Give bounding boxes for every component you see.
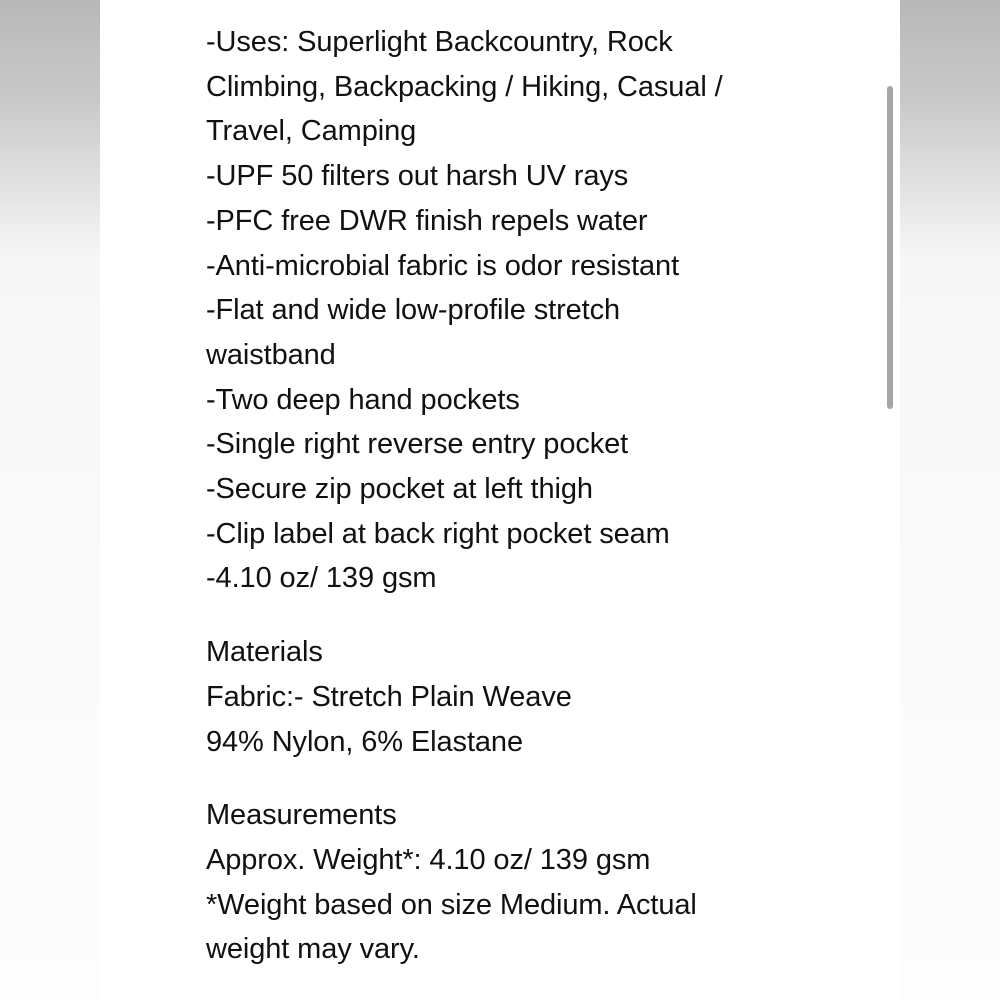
- measurements-line: Approx. Weight*: 4.10 oz/ 139 gsm: [206, 843, 651, 876]
- measurements-heading: Measurements: [206, 799, 397, 832]
- feature-line: -4.10 oz/ 139 gsm: [206, 562, 437, 595]
- features-list: [206, 20, 826, 601]
- measurements-line: *Weight based on size Medium. Actual: [206, 888, 697, 921]
- feature-line: -UPF 50 filters out harsh UV rays: [206, 160, 629, 193]
- feature-line: Travel, Camping: [206, 115, 417, 148]
- measurements-section: [206, 793, 826, 972]
- right-backdrop: [900, 0, 1000, 1000]
- measurements-line: weight may vary.: [206, 933, 420, 966]
- materials-line: 94% Nylon, 6% Elastane: [206, 725, 523, 758]
- feature-line: waistband: [206, 338, 336, 371]
- feature-line: -PFC free DWR finish repels water: [206, 204, 648, 237]
- left-backdrop: [0, 0, 100, 1000]
- vertical-scrollbar[interactable]: [887, 86, 893, 409]
- section-spacer: [206, 601, 826, 630]
- description-text[interactable]: [206, 20, 826, 972]
- feature-line: -Uses: Superlight Backcountry, Rock: [206, 26, 673, 58]
- feature-line: -Clip label at back right pocket seam: [206, 517, 670, 550]
- feature-line: -Two deep hand pockets: [206, 383, 520, 416]
- materials-heading: Materials: [206, 636, 323, 669]
- feature-line: Climbing, Backpacking / Hiking, Casual /: [206, 70, 723, 103]
- section-spacer: [206, 764, 826, 793]
- feature-line: -Anti-microbial fabric is odor resistant: [206, 249, 680, 282]
- feature-line: -Single right reverse entry pocket: [206, 428, 629, 461]
- feature-line: -Secure zip pocket at left thigh: [206, 473, 593, 506]
- materials-section: [206, 630, 826, 764]
- materials-line: Fabric:- Stretch Plain Weave: [206, 680, 572, 713]
- feature-line: -Flat and wide low-profile stretch: [206, 294, 621, 327]
